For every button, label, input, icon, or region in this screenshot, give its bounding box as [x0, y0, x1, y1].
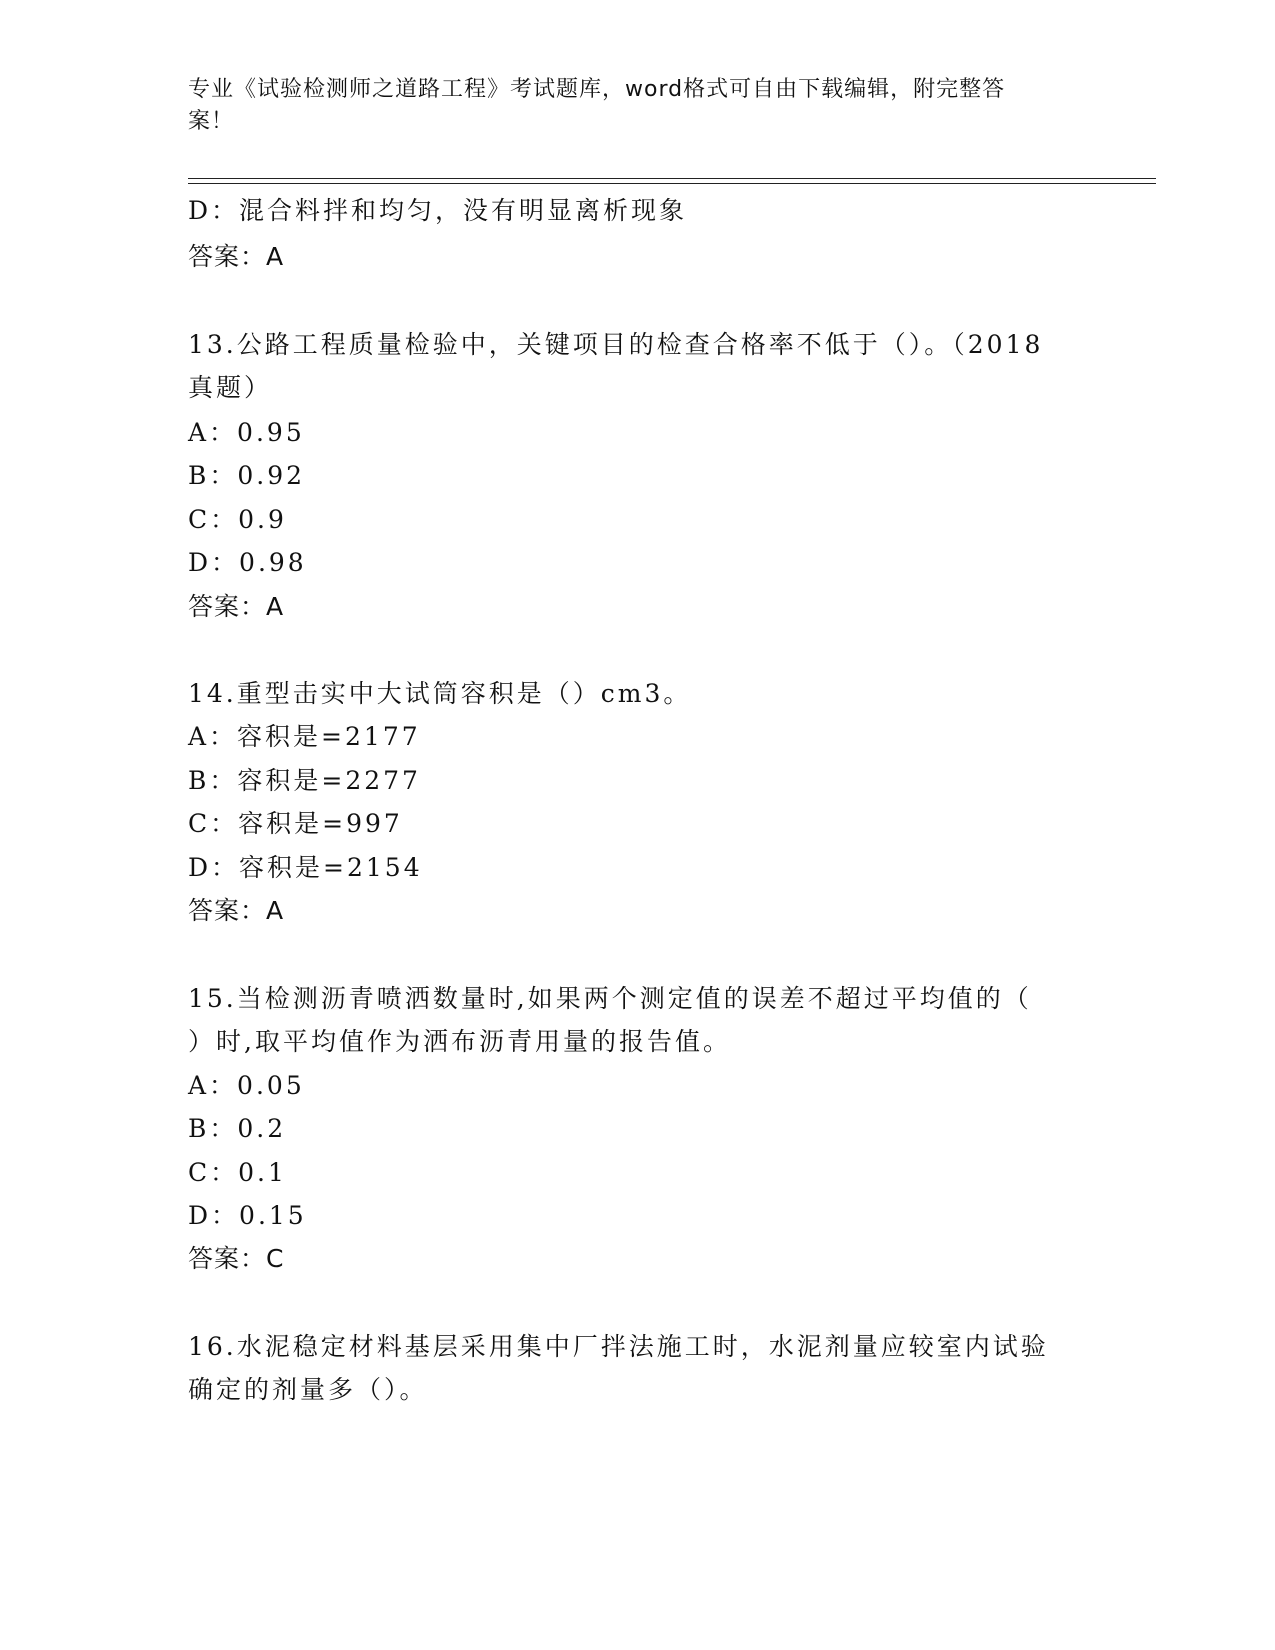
option-d: D：容积是=2154 [188, 853, 423, 882]
option-c: C：0.1 [188, 1158, 287, 1187]
question-stem-continued: ）时,取平均值作为洒布沥青用量的报告值。 [188, 1027, 731, 1056]
question-stem: 13.公路工程质量检验中，关键项目的检查合格率不低于（）。（2018 [188, 330, 1044, 359]
header-line-2: 案！ [188, 109, 235, 134]
header-divider-bottom [188, 183, 1156, 184]
option-a: A：容积是=2177 [188, 722, 421, 751]
option-d: D：0.98 [188, 548, 307, 577]
option-b: B：0.92 [188, 461, 306, 490]
answer-line: 答案：C [188, 1244, 285, 1273]
header-line-1: 专业《试验检测师之道路工程》考试题库，word格式可自由下载编辑，附完整答 [188, 77, 1006, 102]
header-divider-top [188, 178, 1156, 179]
question-stem: 14.重型击实中大试筒容积是（）cm3。 [188, 679, 692, 708]
option-a: A：0.95 [188, 418, 305, 447]
question-stem-continued: 确定的剂量多（）。 [188, 1375, 428, 1404]
question-stem: 15.当检测沥青喷洒数量时,如果两个测定值的误差不超过平均值的（ [188, 984, 1032, 1013]
question-stem: 16.水泥稳定材料基层采用集中厂拌法施工时，水泥剂量应较室内试验 [188, 1332, 1049, 1361]
option-c: C：0.9 [188, 505, 287, 534]
option-d: D：0.15 [188, 1201, 307, 1230]
option-c: C：容积是=997 [188, 809, 403, 838]
option-d: D：混合料拌和均匀，没有明显离析现象 [188, 196, 688, 225]
option-b: B：容积是=2277 [188, 766, 421, 795]
answer-line: 答案：A [188, 242, 285, 271]
question-stem-continued: 真题） [188, 373, 273, 402]
option-b: B：0.2 [188, 1114, 287, 1143]
option-a: A：0.05 [188, 1071, 305, 1100]
document-header [188, 74, 1088, 138]
answer-line: 答案：A [188, 896, 285, 925]
answer-line: 答案：A [188, 592, 285, 621]
